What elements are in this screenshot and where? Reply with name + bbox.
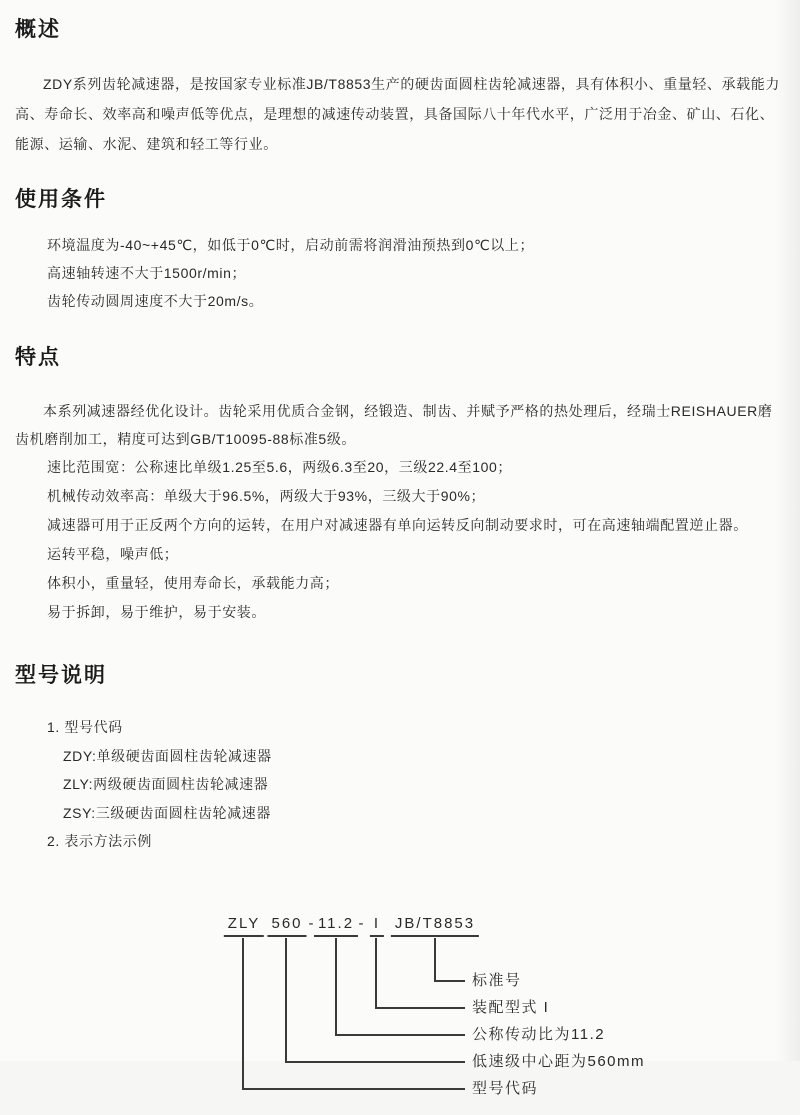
section-title-features: 特点 — [15, 346, 61, 369]
model-code-zdy: ZDY:单级硬齿面圆柱齿轮减速器 — [63, 747, 272, 764]
section-title-conditions: 使用条件 — [15, 188, 107, 211]
leader-line — [285, 1061, 465, 1063]
leader-line — [242, 938, 244, 1088]
diagram-label-assembly-type: 装配型式 I — [472, 998, 550, 1016]
leader-line — [434, 980, 465, 982]
section-title-overview: 概述 — [15, 18, 61, 41]
feature-item: 速比范围宽：公称速比单级1.25至5.6，两级6.3至20，三级22.4至100； — [47, 459, 512, 475]
overview-paragraph: ZDY系列齿轮减速器，是按国家专业标准JB/T8853生产的硬齿面圆柱齿轮减速器，具有体积小、重量轻、承载能力高、寿命长、效率高和噪声低等优点，是理想的减速传动装置，具备国际八十年代水平，广泛用于冶金、矿山、石化、能源、运输、水泥、建筑和轻工等行业。 — [15, 76, 780, 152]
diagram-code-standard: JB/T8853 — [391, 915, 479, 937]
condition-item: 环境温度为-40~+45℃，如低于0℃时，启动前需将润滑油预热到0℃以上； — [47, 237, 535, 253]
section-title-model: 型号说明 — [15, 664, 107, 687]
model-description — [0, 713, 800, 856]
diagram-code-model-prefix: ZLY — [224, 915, 264, 937]
feature-item: 易于拆卸，易于维护，易于安装。 — [47, 604, 266, 620]
model-code-zly: ZLY:两级硬齿面圆柱齿轮减速器 — [63, 776, 269, 792]
conditions-list — [0, 231, 800, 315]
diagram-code-assembly-type: I — [370, 915, 384, 937]
leader-line — [434, 938, 436, 980]
model-item-1: 1. 型号代码 — [47, 719, 123, 735]
condition-item: 高速轴转速不大于1500r/min； — [47, 265, 247, 281]
features-list — [0, 453, 800, 627]
model-item-2: 2. 表示方法示例 — [47, 833, 152, 849]
diagram-label-model-prefix: 型号代码 — [472, 1079, 539, 1097]
diagram-code-center-distance: 560 — [267, 915, 306, 937]
model-code-zsy: ZSY:三级硬齿面圆柱齿轮减速器 — [63, 804, 271, 821]
feature-item: 体积小，重量轻，使用寿命长，承载能力高； — [47, 575, 339, 591]
diagram-separator-dash: - — [358, 914, 364, 932]
leader-line — [375, 1007, 465, 1009]
leader-line — [242, 1088, 465, 1090]
diagram-separator-dash: - — [308, 914, 314, 932]
diagram-label-ratio: 公称传动比为11.2 — [472, 1025, 606, 1043]
feature-item: 运转平稳，噪声低； — [47, 546, 179, 562]
condition-item: 齿轮传动圆周速度不大于20m/s。 — [47, 293, 264, 309]
feature-item: 机械传动效率高：单级大于96.5%，两级大于93%，三级大于90%； — [47, 488, 486, 504]
feature-item: 减速器可用于正反两个方向的运转，在用户对减速器有单向运转反向制动要求时，可在高速轴端配置逆止器。 — [47, 517, 748, 533]
features-paragraph: 本系列减速器经优化设计。齿轮采用优质合金钢，经锻造、制齿、并赋予严格的热处理后，经瑞士REISHAUER磨齿机磨削加工，精度可达到GB/T10095-88标准5级。 — [15, 403, 773, 447]
leader-line — [335, 1034, 465, 1036]
diagram-label-standard: 标准号 — [472, 971, 522, 989]
leader-line — [335, 938, 337, 1034]
leader-line — [285, 938, 287, 1061]
diagram-code-ratio: 11.2 — [314, 915, 358, 937]
leader-line — [375, 938, 377, 1007]
diagram-label-center-distance: 低速级中心距为560mm — [472, 1052, 646, 1070]
model-notation-diagram — [0, 915, 800, 1115]
